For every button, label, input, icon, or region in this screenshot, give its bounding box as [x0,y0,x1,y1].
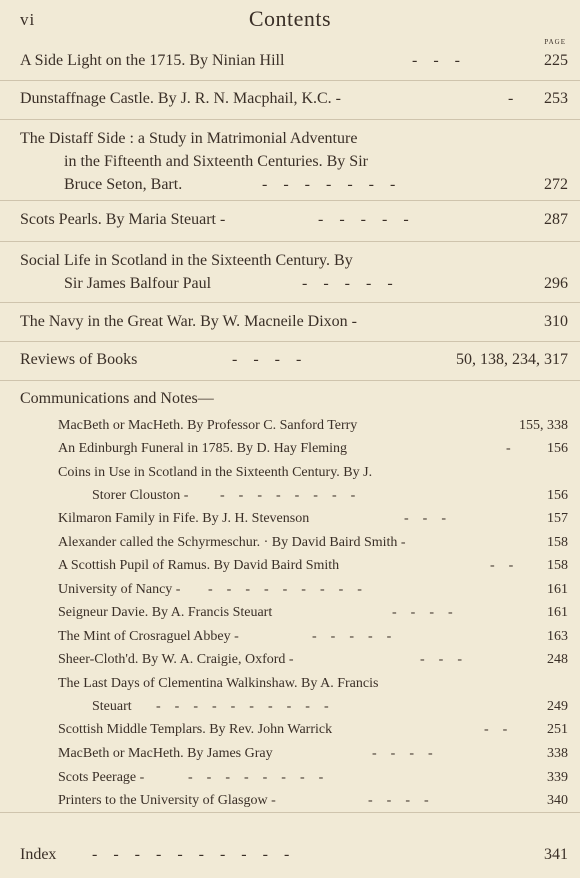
page-number: 156 [547,441,568,456]
toc-note-entry [0,722,580,745]
entry-divider [0,341,580,342]
page-number: 338 [547,746,568,761]
entry-text: Steuart [92,699,132,714]
entry-divider [0,380,580,381]
entry-text: University of Nancy - [58,582,181,597]
entry-text: Reviews of Books [20,351,138,368]
page-number: 158 [547,535,568,550]
page-number: 339 [547,770,568,785]
toc-entry [0,351,580,374]
entry-text: Printers to the University of Glasgow - [58,793,276,808]
page-number: 161 [547,582,568,597]
toc-note-entry [0,441,580,464]
page-title: Contents [248,6,332,31]
leader-dashes: - - - - - - - - - - [156,699,329,714]
toc-note-entry [0,629,580,652]
page-number: 156 [547,488,568,503]
entry-text: Bruce Seton, Bart. [64,176,183,193]
leader-dashes: - - - - - [302,275,393,292]
page-number: 287 [544,211,568,228]
page-number: 251 [547,722,568,737]
toc-note-entry [0,770,580,793]
entry-text: The Distaff Side : a Study in Matrimonial Adventure [20,130,358,147]
entry-divider [0,119,580,120]
page-number: 248 [547,652,568,667]
entry-text: Index [20,846,57,863]
toc-entry [0,52,580,75]
entry-divider [0,812,580,813]
page-number: 272 [544,176,568,193]
page-number: 155, 338 [519,418,568,433]
leader-dashes: - [506,441,511,456]
toc-note-entry [0,535,580,558]
entry-text: A Side Light on the 1715. By Ninian Hill [20,52,285,69]
entry-text: Alexander called the Schyrmeschur. · By David Baird Smith - [58,535,406,550]
toc-note-entry [0,652,580,675]
toc-entry [0,211,580,234]
entry-divider [0,200,580,201]
entry-divider [0,241,580,242]
leader-dashes: - - - - [232,351,302,368]
entry-text: Scots Pearls. By Maria Steuart - [20,211,226,228]
toc-note-entry [0,746,580,769]
leader-dashes: - - - - - - - - [220,488,356,503]
toc-note-entry [0,605,580,628]
leader-dashes: - - - - [392,605,453,620]
entry-text: The Mint of Crosraguel Abbey - [58,629,239,644]
entry-text: Seigneur Davie. By A. Francis Steuart [58,605,273,620]
entry-divider [0,80,580,81]
page-number: 341 [544,846,568,863]
toc-note-entry [0,418,580,441]
section-heading: Communications and Notes— [20,390,214,407]
entry-text: An Edinburgh Funeral in 1785. By D. Hay Fleming [58,441,348,456]
page-number: 249 [547,699,568,714]
leader-dashes: - - - [420,652,462,667]
toc-index-entry [0,846,580,869]
toc-note-entry [0,676,580,722]
entry-text: Dunstaffnage Castle. By J. R. N. Macphail, K.C. - [20,90,341,107]
page-number: 157 [547,511,568,526]
page-number: 163 [547,629,568,644]
entry-text: A Scottish Pupil of Ramus. By David Baird Smith [58,558,340,573]
entry-divider [0,302,580,303]
leader-dashes: - [508,90,514,107]
page-column-label: PAGE [544,38,566,46]
folio-number: vi [20,10,36,29]
leader-dashes: - - - - - [318,211,409,228]
entry-text: MacBeth or MacHeth. By Professor C. Sanford Terry [58,418,358,433]
entry-text: The Last Days of Clementina Walkinshaw. By A. Francis [58,676,379,691]
entry-text: Coins in Use in Scotland in the Sixteenth Century. By J. [58,465,373,480]
toc-note-entry [0,558,580,581]
page-number: 253 [544,90,568,107]
leader-dashes: - - - - [368,793,429,808]
entry-text: Kilmaron Family in Fife. By J. H. Stevenson [58,511,310,526]
toc-note-entry [0,465,580,511]
leader-dashes: - - - - [372,746,433,761]
toc-entry [0,313,580,336]
leader-dashes: - - [490,558,514,573]
leader-dashes: - - - - - - - - [188,770,324,785]
entry-text: The Navy in the Great War. By W. Macneile Dixon - [20,313,357,330]
entry-text: Sir James Balfour Paul [64,275,212,292]
leader-dashes: - - - - - - - - - - [92,846,290,863]
entry-text: Storer Clouston - [92,488,189,503]
toc-entry [0,130,580,199]
leader-dashes: - - - - - [312,629,392,644]
entry-text: Social Life in Scotland in the Sixteenth Century. By [20,252,353,269]
leader-dashes: - - - - - - - [262,176,396,193]
page-number: 158 [547,558,568,573]
leader-dashes: - - [484,722,508,737]
page-number: 296 [544,275,568,292]
toc-entry [0,90,580,113]
toc-entry [0,252,580,298]
page-header [0,4,580,34]
entry-text: Scottish Middle Templars. By Rev. John Warrick [58,722,333,737]
entry-text: MacBeth or MacHeth. By James Gray [58,746,273,761]
page-number: 50, 138, 234, 317 [456,351,568,368]
leader-dashes: - - - - - - - - - [208,582,362,597]
entry-text: Scots Peerage - [58,770,145,785]
entry-text: in the Fifteenth and Sixteenth Centuries. By Sir [64,153,368,170]
page-number: 225 [544,52,568,69]
toc-note-entry [0,582,580,605]
page-number: 310 [544,313,568,330]
entry-text: Sheer-Cloth'd. By W. A. Craigie, Oxford - [58,652,294,667]
leader-dashes: - - - [412,52,460,69]
page-number: 340 [547,793,568,808]
toc-note-entry [0,511,580,534]
page-number: 161 [547,605,568,620]
leader-dashes: - - - [404,511,446,526]
